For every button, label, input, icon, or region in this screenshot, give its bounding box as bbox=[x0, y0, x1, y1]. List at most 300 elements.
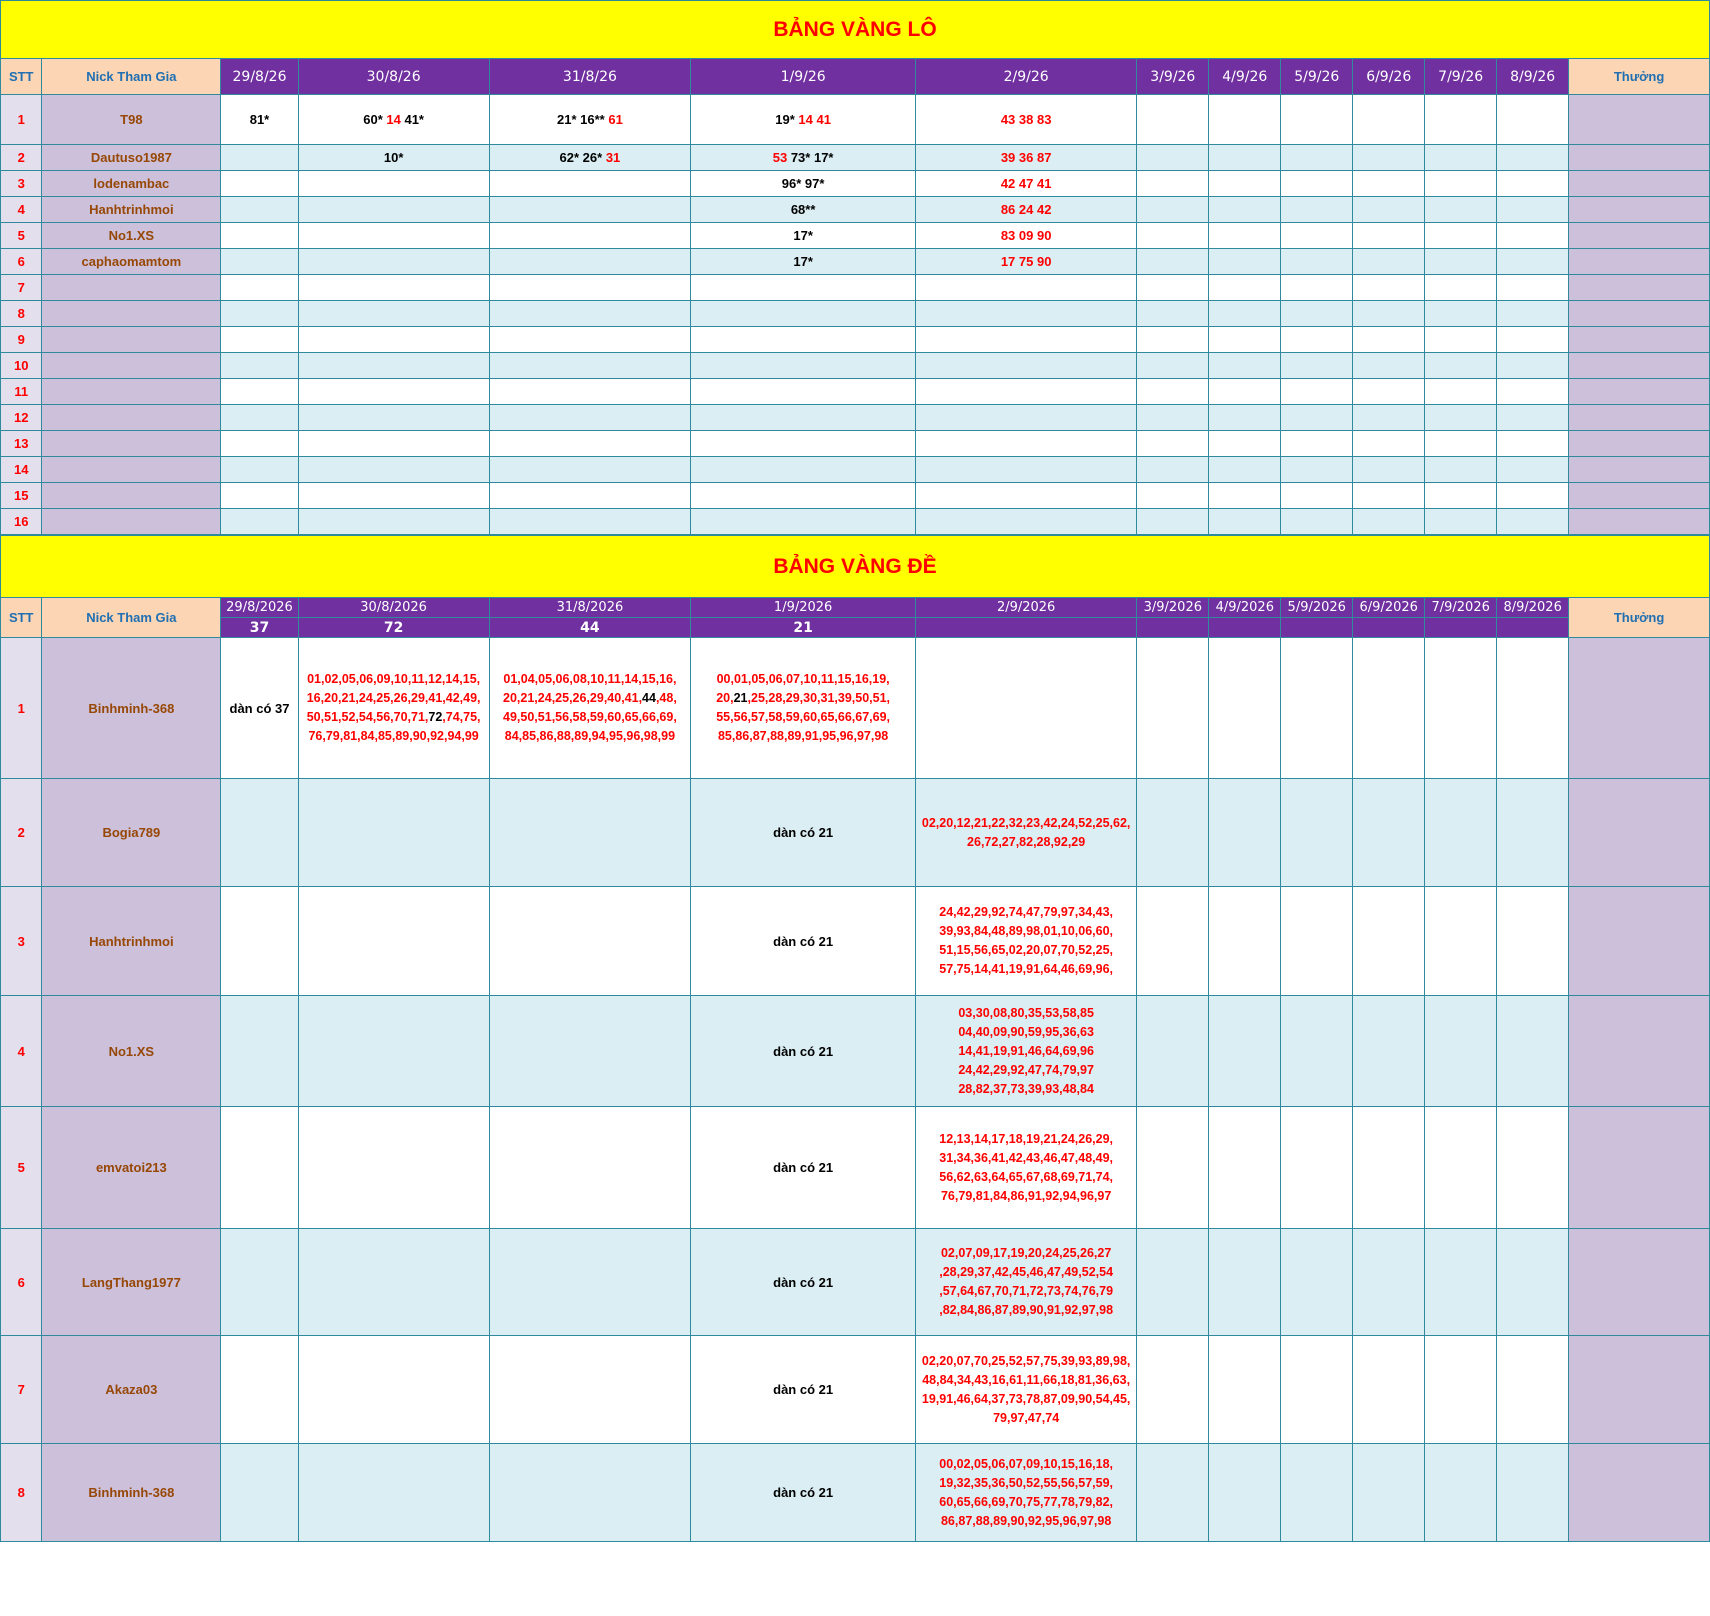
lo-cell bbox=[691, 483, 916, 509]
lo-number: 43 38 83 bbox=[1000, 112, 1052, 127]
lo-row-stt: 15 bbox=[1, 483, 42, 509]
lo-date-header: 29/8/26 bbox=[221, 59, 298, 95]
lo-cell bbox=[691, 301, 916, 327]
de-table-row bbox=[1, 1229, 1710, 1336]
lo-date-header: 8/9/26 bbox=[1497, 59, 1569, 95]
lo-cell bbox=[489, 249, 691, 275]
lo-table bbox=[0, 0, 1710, 535]
lo-cell bbox=[915, 145, 1136, 171]
lo-cell bbox=[298, 327, 489, 353]
lo-cell bbox=[1425, 249, 1497, 275]
lo-cell bbox=[915, 301, 1136, 327]
de-table-row bbox=[1, 1107, 1710, 1229]
lo-cell bbox=[1281, 95, 1353, 145]
lo-table-row bbox=[1, 509, 1710, 535]
lo-row-stt: 6 bbox=[1, 249, 42, 275]
de-number-line bbox=[691, 689, 915, 708]
de-cell bbox=[1137, 638, 1209, 779]
lo-cell bbox=[1281, 327, 1353, 353]
de-number: 01,04,05,06,08,10,11,14,15,16, bbox=[503, 672, 677, 686]
lo-cell bbox=[1497, 197, 1569, 223]
lo-cell bbox=[1137, 405, 1209, 431]
lo-cell bbox=[1425, 197, 1497, 223]
de-cell bbox=[489, 996, 691, 1107]
lo-number: 42 47 41 bbox=[1000, 176, 1052, 191]
de-number-list bbox=[299, 670, 489, 746]
lo-number: 86 24 42 bbox=[1000, 202, 1052, 217]
lo-cell bbox=[1209, 171, 1281, 197]
de-table-row bbox=[1, 779, 1710, 887]
de-cell bbox=[691, 779, 916, 887]
lo-row-nick bbox=[42, 353, 221, 379]
lo-cell bbox=[1209, 249, 1281, 275]
lo-cell bbox=[221, 95, 298, 145]
lo-row-nick: T98 bbox=[42, 95, 221, 145]
de-cell bbox=[1425, 887, 1497, 996]
de-number-line bbox=[916, 1371, 1136, 1390]
lo-cell bbox=[1209, 197, 1281, 223]
lo-cell bbox=[489, 431, 691, 457]
lo-row-nick bbox=[42, 405, 221, 431]
lo-cell bbox=[915, 457, 1136, 483]
lo-cell bbox=[1209, 275, 1281, 301]
de-number-line bbox=[916, 1168, 1136, 1187]
lo-table-row bbox=[1, 223, 1710, 249]
de-number-line bbox=[299, 689, 489, 708]
de-cell bbox=[1281, 887, 1353, 996]
de-number: 01,02,05,06,09,10,11,12,14,15, bbox=[307, 672, 481, 686]
de-cell bbox=[915, 1444, 1136, 1542]
de-number: 55,56,57,58,59,60,65,66,67,69, bbox=[716, 710, 891, 724]
de-cell bbox=[1281, 638, 1353, 779]
lo-cell bbox=[1281, 197, 1353, 223]
lo-cell bbox=[1281, 145, 1353, 171]
de-number-line bbox=[490, 689, 691, 708]
de-number-line bbox=[299, 708, 489, 727]
de-cell bbox=[1497, 1229, 1569, 1336]
de-cell bbox=[489, 1229, 691, 1336]
lo-row-thuong bbox=[1569, 509, 1710, 535]
de-cell bbox=[915, 638, 1136, 779]
lo-cell bbox=[915, 431, 1136, 457]
lo-table-row bbox=[1, 457, 1710, 483]
lo-cell bbox=[298, 379, 489, 405]
de-number: 79,97,47,74 bbox=[993, 1410, 1060, 1425]
de-dan-label: dàn có 21 bbox=[773, 1485, 834, 1500]
lo-number: 73* 17* bbox=[787, 150, 834, 165]
lo-cell bbox=[221, 509, 298, 535]
lo-cell bbox=[1137, 301, 1209, 327]
lo-cell bbox=[1497, 509, 1569, 535]
de-date-header: 30/8/2026 bbox=[298, 598, 489, 618]
de-number: 48,84,34,43,16,61,11,66,18,81,36,63, bbox=[922, 1372, 1131, 1387]
lo-row-stt: 14 bbox=[1, 457, 42, 483]
de-result bbox=[1281, 618, 1353, 638]
de-number: 24,42,29,92,74,47,79,97,34,43, bbox=[939, 905, 1114, 919]
lo-cell bbox=[915, 483, 1136, 509]
de-cell bbox=[1281, 1444, 1353, 1542]
de-number-list bbox=[691, 670, 915, 746]
de-row-stt: 5 bbox=[1, 1107, 42, 1229]
de-number-list bbox=[490, 670, 691, 746]
de-cell bbox=[1137, 887, 1209, 996]
lo-cell bbox=[1353, 353, 1425, 379]
de-cell bbox=[1353, 1336, 1425, 1444]
de-cell bbox=[1209, 779, 1281, 887]
de-cell bbox=[915, 887, 1136, 996]
de-number: 85,86,87,88,89,91,95,96,97,98 bbox=[717, 729, 889, 743]
lo-row-thuong bbox=[1569, 197, 1710, 223]
lo-cell bbox=[691, 145, 916, 171]
lo-row-stt: 1 bbox=[1, 95, 42, 145]
lo-row-thuong bbox=[1569, 483, 1710, 509]
lo-cell bbox=[915, 171, 1136, 197]
lo-cell bbox=[915, 405, 1136, 431]
lo-cell bbox=[1209, 301, 1281, 327]
lo-cell bbox=[1137, 171, 1209, 197]
de-cell bbox=[1425, 638, 1497, 779]
lo-cell bbox=[1497, 457, 1569, 483]
lo-cell bbox=[489, 457, 691, 483]
lo-cell bbox=[1353, 457, 1425, 483]
lo-row-thuong bbox=[1569, 405, 1710, 431]
de-number: 56,62,63,64,65,67,68,69,71,74, bbox=[939, 1169, 1114, 1184]
lo-number: 61 bbox=[608, 112, 623, 127]
de-date-header: 6/9/2026 bbox=[1353, 598, 1425, 618]
lo-cell bbox=[1281, 457, 1353, 483]
de-cell bbox=[1137, 1229, 1209, 1336]
lo-cell bbox=[1353, 431, 1425, 457]
de-row-stt: 4 bbox=[1, 996, 42, 1107]
de-cell bbox=[1497, 1444, 1569, 1542]
lo-cell bbox=[298, 457, 489, 483]
lo-row-stt: 3 bbox=[1, 171, 42, 197]
lo-cell bbox=[691, 457, 916, 483]
lo-cell bbox=[1425, 301, 1497, 327]
lo-cell bbox=[1425, 327, 1497, 353]
de-number-line bbox=[916, 1455, 1136, 1474]
de-cell bbox=[915, 1107, 1136, 1229]
lo-row-nick bbox=[42, 327, 221, 353]
lo-cell bbox=[1497, 275, 1569, 301]
lo-table-row bbox=[1, 353, 1710, 379]
lo-cell bbox=[1497, 405, 1569, 431]
lo-cell bbox=[1497, 353, 1569, 379]
de-date-header: 31/8/2026 bbox=[489, 598, 691, 618]
lo-row-stt: 8 bbox=[1, 301, 42, 327]
de-cell bbox=[1137, 996, 1209, 1107]
lo-cell bbox=[1425, 379, 1497, 405]
de-number: ,28,29,37,42,45,46,47,49,52,54 bbox=[939, 1265, 1114, 1279]
lo-number: 41* bbox=[400, 112, 424, 127]
de-cell bbox=[1353, 638, 1425, 779]
de-number-line bbox=[916, 1023, 1136, 1042]
lo-date-header: 5/9/26 bbox=[1281, 59, 1353, 95]
de-cell bbox=[1425, 996, 1497, 1107]
de-cell bbox=[221, 887, 298, 996]
lo-date-header: 2/9/26 bbox=[915, 59, 1136, 95]
de-cell bbox=[1209, 1444, 1281, 1542]
de-cell bbox=[1137, 779, 1209, 887]
lo-row-nick bbox=[42, 301, 221, 327]
lo-cell bbox=[1281, 353, 1353, 379]
lo-date-header: 1/9/26 bbox=[691, 59, 916, 95]
de-number-line bbox=[916, 1042, 1136, 1061]
de-cell bbox=[1353, 996, 1425, 1107]
lo-cell bbox=[691, 327, 916, 353]
de-cell bbox=[221, 1229, 298, 1336]
lo-cell bbox=[1137, 95, 1209, 145]
de-cell bbox=[691, 1107, 916, 1229]
de-row-nick: Hanhtrinhmoi bbox=[42, 887, 221, 996]
de-cell bbox=[298, 996, 489, 1107]
lo-row-thuong bbox=[1569, 171, 1710, 197]
lo-row-nick bbox=[42, 431, 221, 457]
lo-col-stt: STT bbox=[1, 59, 42, 95]
lo-cell bbox=[1137, 145, 1209, 171]
lo-cell bbox=[691, 275, 916, 301]
de-number-list bbox=[916, 814, 1136, 852]
de-cell bbox=[691, 887, 916, 996]
lo-cell bbox=[1353, 327, 1425, 353]
lo-cell bbox=[1281, 223, 1353, 249]
lo-cell bbox=[1281, 405, 1353, 431]
de-cell bbox=[489, 638, 691, 779]
lo-cell bbox=[1353, 509, 1425, 535]
de-date-header: 3/9/2026 bbox=[1137, 598, 1209, 618]
de-number: 49,50,51,56,58,59,60,65,66,69, bbox=[503, 710, 677, 724]
de-dan-label: dàn có 21 bbox=[773, 825, 834, 840]
de-cell bbox=[1425, 1336, 1497, 1444]
lo-cell bbox=[1425, 275, 1497, 301]
lo-cell bbox=[691, 171, 916, 197]
lo-table-row bbox=[1, 275, 1710, 301]
lo-cell bbox=[1497, 249, 1569, 275]
de-date-header: 1/9/2026 bbox=[691, 598, 916, 618]
lo-cell bbox=[1281, 301, 1353, 327]
de-cell bbox=[691, 1229, 916, 1336]
de-cell bbox=[691, 1444, 916, 1542]
lo-cell bbox=[691, 249, 916, 275]
de-cell bbox=[489, 887, 691, 996]
de-row-thuong bbox=[1569, 1336, 1710, 1444]
lo-row-stt: 4 bbox=[1, 197, 42, 223]
de-number-line bbox=[299, 727, 489, 746]
lo-row-nick: Hanhtrinhmoi bbox=[42, 197, 221, 223]
de-title: BẢNG VÀNG ĐỀ bbox=[1, 536, 1710, 598]
lo-cell bbox=[1425, 509, 1497, 535]
lo-cell bbox=[1281, 431, 1353, 457]
de-number: 12,13,14,17,18,19,21,24,26,29, bbox=[939, 1131, 1114, 1146]
lo-cell bbox=[915, 509, 1136, 535]
lo-cell bbox=[915, 223, 1136, 249]
lo-cell bbox=[1425, 353, 1497, 379]
lo-row-thuong bbox=[1569, 249, 1710, 275]
lo-number: 53 bbox=[772, 150, 788, 165]
lo-cell bbox=[1281, 509, 1353, 535]
de-number: 26,72,27,82,28,92,29 bbox=[967, 834, 1086, 849]
de-result: 21 bbox=[691, 618, 916, 638]
de-cell bbox=[1425, 1229, 1497, 1336]
lo-row-stt: 12 bbox=[1, 405, 42, 431]
de-number-list bbox=[916, 1455, 1136, 1531]
de-number-line bbox=[916, 922, 1136, 941]
de-cell bbox=[298, 1444, 489, 1542]
de-cell bbox=[298, 1107, 489, 1229]
de-cell bbox=[1497, 887, 1569, 996]
de-number: ,82,84,86,87,89,90,91,92,97,98 bbox=[939, 1303, 1114, 1317]
lo-row-stt: 7 bbox=[1, 275, 42, 301]
lo-cell bbox=[1137, 431, 1209, 457]
lo-cell bbox=[1497, 379, 1569, 405]
de-result bbox=[915, 618, 1136, 638]
lo-cell bbox=[298, 223, 489, 249]
de-cell bbox=[1137, 1444, 1209, 1542]
lo-cell bbox=[221, 483, 298, 509]
de-cell bbox=[298, 638, 489, 779]
lo-cell bbox=[915, 353, 1136, 379]
de-cell bbox=[221, 1444, 298, 1542]
lo-cell bbox=[1425, 95, 1497, 145]
de-number: 02,07,09,17,19,20,24,25,26,27 bbox=[940, 1246, 1112, 1260]
de-cell bbox=[915, 996, 1136, 1107]
de-cell bbox=[1497, 638, 1569, 779]
de-cell bbox=[1497, 1336, 1569, 1444]
lo-cell bbox=[489, 275, 691, 301]
lo-number: 81* bbox=[249, 112, 270, 127]
lo-cell bbox=[691, 95, 916, 145]
de-number: 28,82,37,73,39,93,48,84 bbox=[958, 1081, 1094, 1096]
de-number-line bbox=[916, 1149, 1136, 1168]
de-number: 76,79,81,84,86,91,92,94,96,97 bbox=[940, 1188, 1112, 1203]
lo-cell bbox=[1137, 379, 1209, 405]
de-number-line bbox=[916, 1244, 1136, 1263]
lo-cell bbox=[298, 301, 489, 327]
lo-row-thuong bbox=[1569, 95, 1710, 145]
de-cell bbox=[691, 1336, 916, 1444]
lo-cell bbox=[221, 145, 298, 171]
lo-row-stt: 10 bbox=[1, 353, 42, 379]
de-number-line bbox=[916, 1282, 1136, 1301]
de-cell bbox=[1281, 779, 1353, 887]
de-cell bbox=[1281, 996, 1353, 1107]
de-cell bbox=[298, 1336, 489, 1444]
de-cell bbox=[298, 779, 489, 887]
de-cell bbox=[221, 638, 298, 779]
lo-cell bbox=[221, 275, 298, 301]
de-col-nick: Nick Tham Gia bbox=[42, 598, 221, 638]
lo-row-nick bbox=[42, 457, 221, 483]
de-col-thuong: Thưởng bbox=[1569, 598, 1710, 638]
lo-row-nick: lodenambac bbox=[42, 171, 221, 197]
lo-table-row bbox=[1, 95, 1710, 145]
de-number-line bbox=[916, 1409, 1136, 1428]
de-cell bbox=[298, 1229, 489, 1336]
lo-cell bbox=[691, 197, 916, 223]
de-number: 60,65,66,69,70,75,77,78,79,82, bbox=[939, 1494, 1114, 1509]
lo-table-row bbox=[1, 379, 1710, 405]
lo-date-header: 31/8/26 bbox=[489, 59, 691, 95]
de-number: ,74,75, bbox=[442, 710, 481, 724]
de-number-line bbox=[916, 1061, 1136, 1080]
de-result: 72 bbox=[298, 618, 489, 638]
de-number-line bbox=[916, 1187, 1136, 1206]
de-result: 44 bbox=[489, 618, 691, 638]
lo-cell bbox=[1209, 353, 1281, 379]
de-row-thuong bbox=[1569, 1229, 1710, 1336]
de-number: 04,40,09,90,59,95,36,63 bbox=[958, 1024, 1094, 1039]
lo-row-thuong bbox=[1569, 353, 1710, 379]
de-number-line bbox=[916, 1390, 1136, 1409]
de-number: 02,20,12,21,22,32,23,42,24,52,25,62, bbox=[921, 815, 1131, 830]
de-cell bbox=[221, 1107, 298, 1229]
de-row-nick: Binhminh-368 bbox=[42, 638, 221, 779]
lo-cell bbox=[1137, 327, 1209, 353]
lo-cell bbox=[915, 327, 1136, 353]
lo-number: 83 09 90 bbox=[1000, 228, 1052, 243]
lo-cell bbox=[489, 95, 691, 145]
lo-cell bbox=[1425, 457, 1497, 483]
de-number-line bbox=[916, 1474, 1136, 1493]
de-cell bbox=[1353, 887, 1425, 996]
de-number-line bbox=[916, 1352, 1136, 1371]
lo-row-thuong bbox=[1569, 145, 1710, 171]
lo-cell bbox=[1353, 145, 1425, 171]
de-cell bbox=[1497, 779, 1569, 887]
de-number: 00,01,05,06,07,10,11,15,16,19, bbox=[716, 672, 890, 686]
lo-cell bbox=[1209, 327, 1281, 353]
de-cell bbox=[1353, 779, 1425, 887]
lo-cell bbox=[221, 171, 298, 197]
de-cell bbox=[1209, 1107, 1281, 1229]
lo-date-header: 3/9/26 bbox=[1137, 59, 1209, 95]
lo-date-header: 30/8/26 bbox=[298, 59, 489, 95]
de-result bbox=[1209, 618, 1281, 638]
lo-cell bbox=[1209, 431, 1281, 457]
de-cell bbox=[1353, 1107, 1425, 1229]
de-number-line bbox=[916, 941, 1136, 960]
lo-table-row bbox=[1, 171, 1710, 197]
de-row-stt: 1 bbox=[1, 638, 42, 779]
lo-table-row bbox=[1, 145, 1710, 171]
lo-number: 17 75 90 bbox=[1000, 254, 1052, 269]
de-row-thuong bbox=[1569, 638, 1710, 779]
de-number: 57,75,14,41,19,91,64,46,69,96, bbox=[939, 962, 1114, 976]
lo-title: BẢNG VÀNG LÔ bbox=[1, 1, 1710, 59]
de-number: 76,79,81,84,85,89,90,92,94,99 bbox=[308, 729, 479, 743]
lo-number: 17* bbox=[793, 254, 813, 269]
de-number: 51,15,56,65,02,20,07,70,52,25, bbox=[939, 943, 1114, 957]
de-date-header: 2/9/2026 bbox=[915, 598, 1136, 618]
de-number: 20,21,24,25,26,29,40,41, bbox=[503, 691, 643, 705]
de-number-line bbox=[916, 1263, 1136, 1282]
lo-number: 10* bbox=[383, 150, 404, 165]
de-cell bbox=[1497, 1107, 1569, 1229]
lo-cell bbox=[221, 457, 298, 483]
lo-cell bbox=[1425, 145, 1497, 171]
de-cell bbox=[1137, 1107, 1209, 1229]
lo-cell bbox=[1281, 275, 1353, 301]
lo-cell bbox=[1425, 431, 1497, 457]
lo-cell bbox=[915, 275, 1136, 301]
de-row-thuong bbox=[1569, 887, 1710, 996]
lo-cell bbox=[1209, 405, 1281, 431]
lo-cell bbox=[915, 249, 1136, 275]
lo-row-stt: 13 bbox=[1, 431, 42, 457]
lo-cell bbox=[1425, 223, 1497, 249]
de-number-list bbox=[916, 903, 1136, 979]
lo-row-stt: 2 bbox=[1, 145, 42, 171]
